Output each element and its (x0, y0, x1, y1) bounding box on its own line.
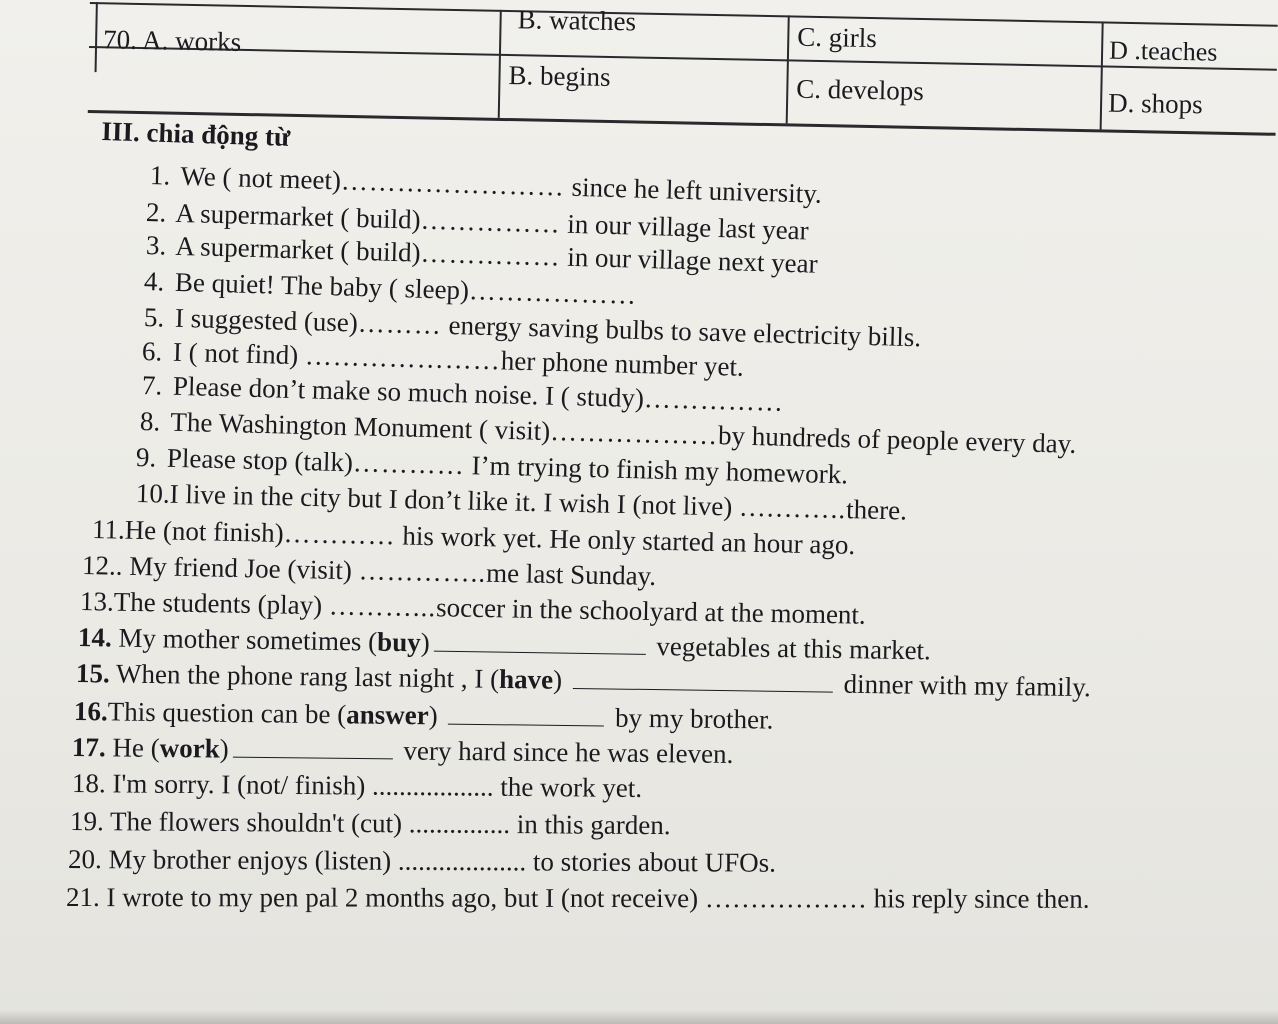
table-cell-a-70: 70. A. works (102, 24, 242, 57)
table-cell-b-top: B. watches (517, 4, 637, 37)
item-continuation: me last Sunday. (485, 557, 657, 592)
answer-blank[interactable]: .................. (371, 770, 494, 802)
item-prompt: The Washington Monument ( visit) (170, 406, 551, 447)
table-cell-c-top: C. girls (797, 21, 878, 54)
item-number: 4. (143, 266, 165, 297)
item-number: 17. (71, 732, 106, 763)
item-continuation: by hundreds of people every day. (717, 420, 1077, 459)
answer-blank[interactable]: ………………… (304, 340, 502, 376)
answer-blank[interactable]: ................... (397, 845, 527, 877)
item-prompt: We ( not meet) (180, 160, 342, 196)
item-continuation: energy saving bulbs to save electricity bills. (441, 309, 922, 353)
answer-blank[interactable]: ............... (408, 808, 511, 840)
item-continuation: in our village next year (560, 241, 819, 279)
item-number: 5. (143, 302, 165, 333)
exercise-item (66, 882, 1090, 915)
answer-blank[interactable]: ……… (357, 307, 443, 340)
answer-blank[interactable]: ……………… (468, 275, 638, 310)
item-verb: work (159, 732, 220, 764)
item-number: 6. (141, 336, 163, 367)
exercise-item (72, 732, 734, 770)
answer-blank[interactable] (448, 702, 604, 727)
exercise-item (68, 844, 776, 879)
item-prompt: I'm sorry. I (not/ finish) (105, 768, 373, 801)
item-number: 13. (79, 586, 115, 617)
item-prompt: The flowers shouldn't (cut) (103, 806, 409, 839)
section-heading: III. chia động từ (101, 116, 291, 152)
table-cell-c-70: C. develops (796, 73, 925, 107)
table-cell-d-top: D .teaches (1108, 35, 1218, 67)
answer-blank[interactable]: ……………… (549, 416, 719, 451)
answer-blank[interactable]: …………… (420, 237, 561, 272)
item-continuation: very hard since he was eleven. (396, 735, 734, 769)
item-prompt: I ( not find) (172, 336, 306, 371)
item-continuation: in our village last year (560, 208, 810, 246)
table-rule-middle (89, 46, 1277, 71)
answer-blank[interactable] (434, 629, 646, 655)
item-number: 9. (135, 442, 157, 473)
item-continuation: her phone number yet. (500, 345, 745, 382)
item-prompt: A supermarket ( build) (175, 230, 422, 268)
item-number: 19. (69, 806, 104, 837)
answer-blank[interactable]: ……………… (704, 883, 867, 914)
item-continuation: there. (845, 494, 908, 526)
table-rule-top (90, 2, 1278, 27)
item-prompt: I wrote to my pen pal 2 months ago, but I (not receive) (99, 882, 705, 914)
item-verb: answer (346, 699, 429, 731)
item-number: 14. (77, 622, 112, 653)
exercise-item (82, 550, 657, 592)
answer-blank[interactable]: ………… (283, 518, 396, 551)
item-number: 21. (65, 882, 100, 913)
item-prompt: When the phone rang last night , I ( (109, 658, 500, 694)
item-number: 16. (73, 696, 108, 727)
page-edge-shadow (0, 1010, 1278, 1024)
table-rule-col4 (1100, 21, 1104, 129)
item-continuation: vegetables at this market. (649, 630, 932, 666)
item-prompt: My friend Joe (visit) (122, 550, 359, 586)
item-prompt-close: ) (552, 664, 570, 695)
item-continuation: in this garden. (509, 809, 671, 841)
item-number: 2. (145, 197, 167, 228)
item-continuation: to stories about UFOs. (526, 846, 777, 878)
item-continuation: dinner with my family. (836, 668, 1091, 703)
item-number: 12.. (81, 550, 123, 581)
item-prompt-close: ) (428, 700, 445, 731)
item-verb: buy (376, 626, 421, 658)
item-continuation: his work yet. He only started an hour ago. (395, 520, 856, 560)
item-prompt-close: ) (420, 627, 430, 658)
answer-blank[interactable]: ………… (352, 447, 466, 481)
item-verb: have (498, 663, 554, 695)
item-continuation: his reply since then. (866, 883, 1090, 914)
item-number: 8. (139, 406, 161, 437)
item-prompt: Please don’t make so much noise. I ( study) (172, 370, 645, 414)
exercise-item (76, 658, 1091, 703)
answer-blank[interactable] (573, 666, 833, 693)
item-prompt: He (not finish) (124, 514, 285, 549)
item-prompt: My mother sometimes ( (111, 622, 378, 657)
exercise-item (72, 768, 642, 804)
item-prompt: Be quiet! The baby ( sleep) (174, 266, 470, 306)
answer-blank[interactable]: ….…….. (738, 491, 847, 525)
table-rule-col2 (498, 10, 502, 118)
item-number: 7. (141, 370, 163, 401)
answer-blank[interactable]: ………….. (358, 555, 487, 588)
exercise-item (70, 806, 671, 841)
item-prompt-close: ) (219, 733, 229, 764)
item-continuation: I’m trying to finish my homework. (464, 450, 849, 490)
item-prompt: I live in the city but I don’t like it. I wish I (not live) (169, 478, 740, 522)
item-number: 15. (75, 658, 110, 689)
answer-blank[interactable]: …………………… (340, 165, 566, 202)
item-prompt: This question can be ( (107, 696, 347, 730)
answer-blank[interactable] (233, 735, 393, 760)
item-prompt: He ( (105, 732, 160, 763)
item-prompt: The students (play) (113, 586, 330, 621)
exercise-item (74, 696, 774, 736)
table-rule-col3 (786, 15, 790, 123)
table-cell-b-70: B. begins (508, 60, 611, 93)
item-number: 20. (67, 844, 102, 875)
table-cell-d-70: D. shops (1107, 87, 1203, 120)
item-prompt: My brother enjoys (listen) (101, 844, 399, 876)
item-number: 3. (145, 230, 167, 261)
item-prompt: I suggested (use) (174, 302, 359, 338)
table-rule-left (95, 2, 98, 72)
item-number: 11. (91, 514, 126, 545)
item-continuation: the work yet. (493, 771, 643, 803)
answer-blank[interactable]: …………… (643, 383, 785, 417)
item-continuation: by my brother. (608, 702, 774, 735)
answer-blank[interactable]: …………… (420, 204, 561, 239)
item-prompt: Please stop (talk) (166, 442, 354, 478)
answer-blank[interactable]: ………... (328, 590, 437, 623)
item-number: 18. (71, 768, 106, 799)
item-continuation: soccer in the schoolyard at the moment. (435, 592, 866, 630)
item-number: 10. (135, 478, 171, 509)
item-number: 1. (149, 160, 171, 191)
item-prompt: A supermarket ( build) (175, 197, 422, 235)
item-continuation: since he left university. (564, 171, 823, 209)
